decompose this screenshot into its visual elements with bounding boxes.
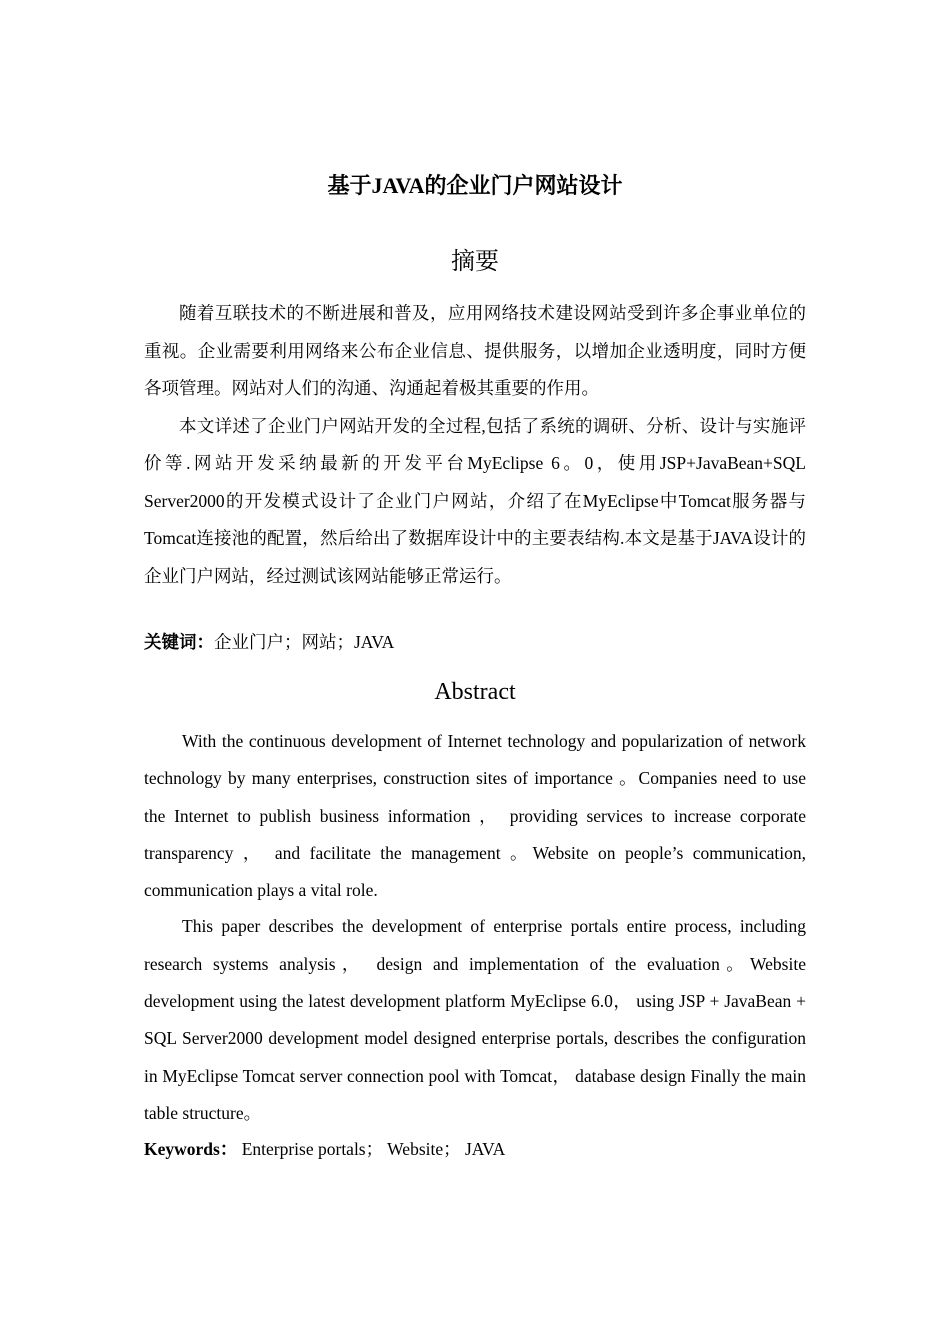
abstract-heading-en: Abstract [434,679,516,705]
abstract-paragraph-en-1: With the continuous development of Internet technology and popularization of network technology by many enterprises, construction sites of importance 。Companies need to use the Internet to publish business information ， providing services to increase corporate transparency ， and facilitate the management 。Website on people’s communication, communication plays a vital role. [144,731,806,901]
abstract-paragraph-en-2: This paper describes the development of enterprise portals entire process, including research systems analysis， design and implementation of the evaluation。Website development using the latest development platform MyEclipse 6.0， using JSP + JavaBean + SQL Server2000 development model designed enterprise portals, describes the configuration in MyEclipse Tomcat server connection pool with Tomcat， database design Finally the main table structure。 [144,916,806,1123]
keywords-value-en: Enterprise portals； Website； JAVA [237,1139,506,1159]
keywords-value-cn: 企业门户；网站；JAVA [214,632,395,652]
abstract-paragraph-cn-2: 本文详述了企业门户网站开发的全过程,包括了系统的调研、分析、设计与实施评价等.网站开发采纳最新的开发平台MyEclipse 6。0，使用JSP+JavaBean+SQL Server2000的开发模式设计了企业门户网站，介绍了在MyEclipse中Tomcat服务器与Tomcat连接池的配置，然后给出了数据库设计中的主要表结构.本文是基于JAVA设计的企业门户网站，经过测试该网站能够正常运行。 [144,415,806,586]
abstract-body-cn [144,295,806,595]
abstract-body-en [144,723,806,1132]
paper-title: 基于JAVA的企业门户网站设计 [327,173,623,198]
keywords-cn [144,626,806,658]
keywords-label-en: Keywords： [144,1139,238,1159]
abstract-heading-cn: 摘要 [451,249,499,275]
keywords-label-cn: 关键词： [144,632,214,652]
abstract-paragraph-cn-1: 随着互联技术的不断进展和普及，应用网络技术建设网站受到许多企事业单位的重视。企业需要利用网络来公布企业信息、提供服务，以增加企业透明度，同时方便各项管理。网站对人们的沟通、沟通起着极其重要的作用。 [144,303,806,398]
keywords-en [144,1133,806,1165]
